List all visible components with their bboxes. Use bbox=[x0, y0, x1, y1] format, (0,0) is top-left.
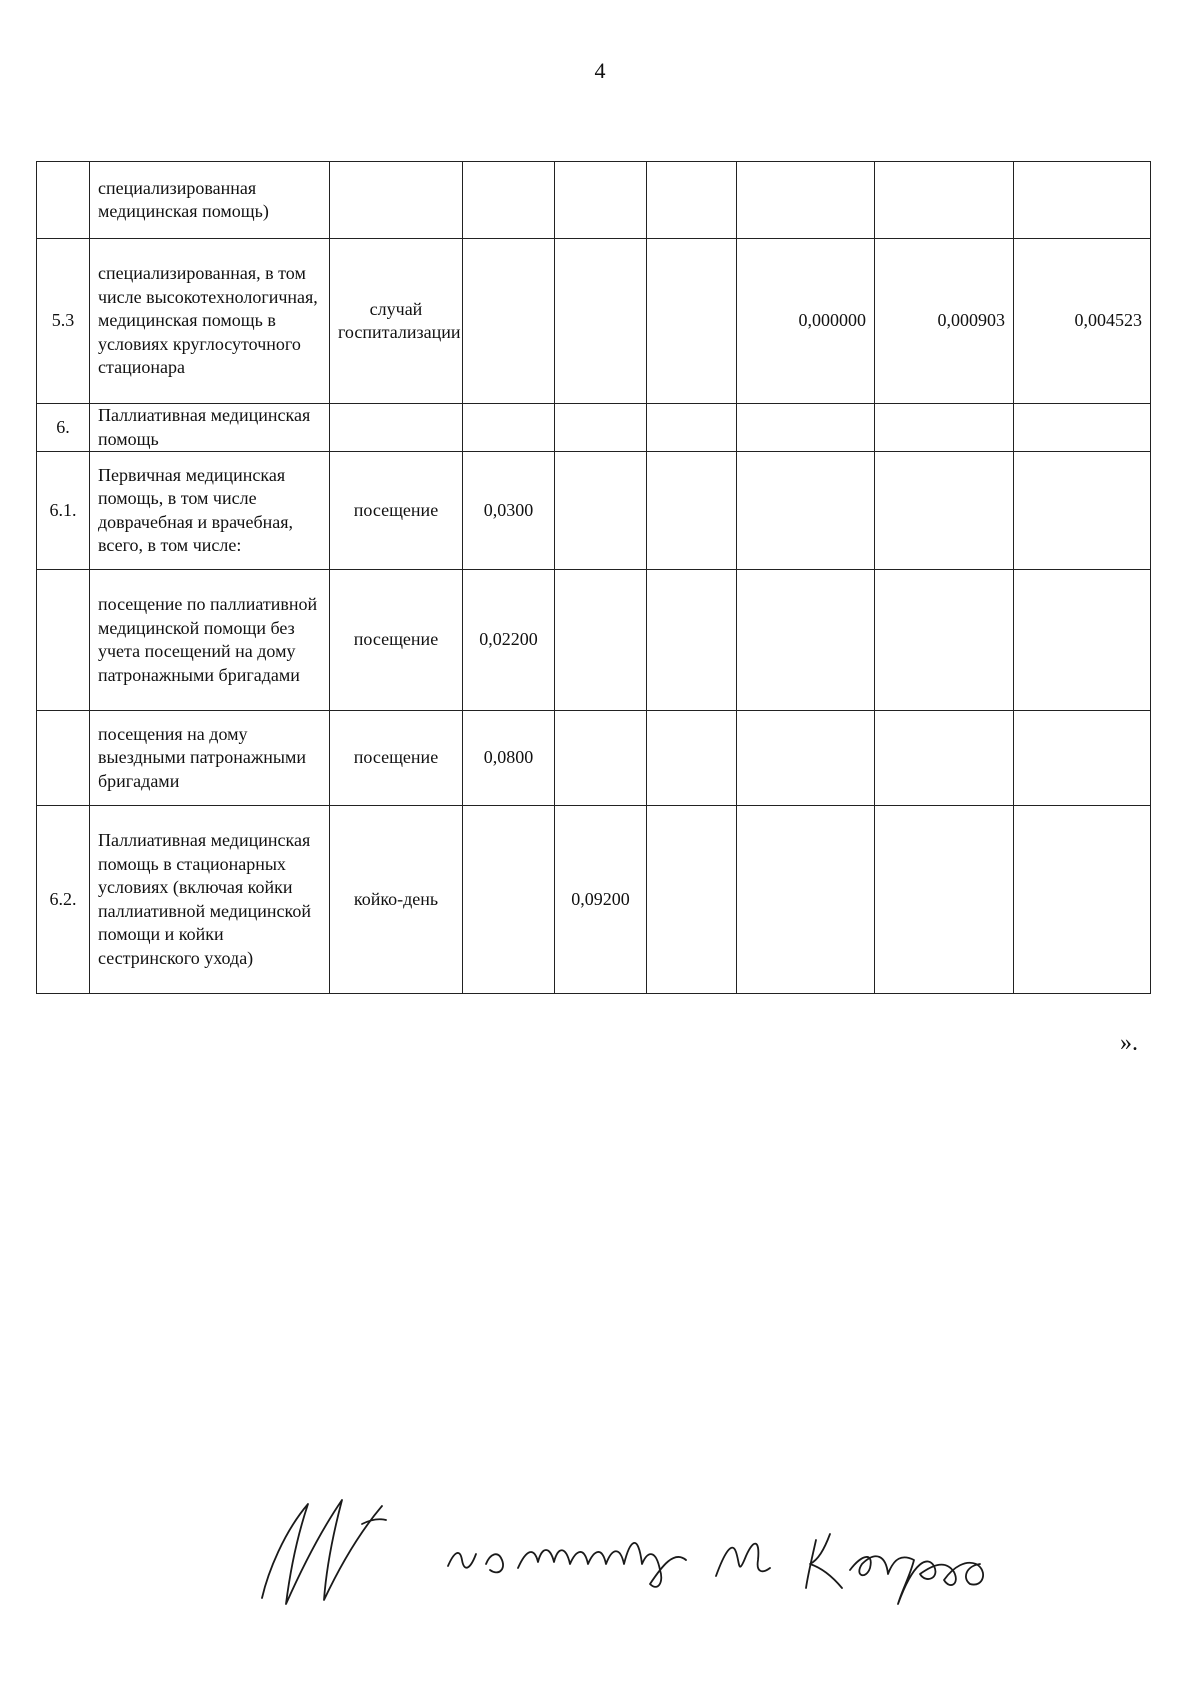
row-number: 6.2. bbox=[37, 806, 90, 994]
cell-col4 bbox=[463, 404, 555, 452]
cell-col9: 0,004523 bbox=[1014, 239, 1151, 404]
cell-col7 bbox=[737, 162, 875, 239]
cell-col9 bbox=[1014, 162, 1151, 239]
cell-col8 bbox=[875, 452, 1014, 570]
cell-col8 bbox=[875, 570, 1014, 711]
row-unit: посещение bbox=[330, 570, 463, 711]
table-row bbox=[37, 711, 1151, 806]
cell-col4 bbox=[463, 162, 555, 239]
closing-quote: ». bbox=[1120, 1030, 1138, 1056]
cell-col6 bbox=[647, 570, 737, 711]
row-name: Паллиативная медицинская помощь в стационарных условиях (включая койки паллиативной медицинской помощи и койки сестринского ухода) bbox=[90, 806, 330, 994]
row-unit: посещение bbox=[330, 452, 463, 570]
cell-col9 bbox=[1014, 711, 1151, 806]
table-row bbox=[37, 162, 1151, 239]
row-name: специализированная медицинская помощь) bbox=[90, 162, 330, 239]
cell-col7 bbox=[737, 452, 875, 570]
page-number: 4 bbox=[594, 58, 606, 83]
row-unit: койко-день bbox=[330, 806, 463, 994]
cell-col6 bbox=[647, 404, 737, 452]
row-name: Паллиативная медицинская помощь bbox=[90, 404, 330, 452]
cell-col5 bbox=[555, 239, 647, 404]
row-number bbox=[37, 711, 90, 806]
row-unit bbox=[330, 404, 463, 452]
cell-col9 bbox=[1014, 806, 1151, 994]
cell-col4 bbox=[463, 806, 555, 994]
cell-col7: 0,000000 bbox=[737, 239, 875, 404]
cell-col5 bbox=[555, 404, 647, 452]
table-row bbox=[37, 570, 1151, 711]
cell-col9 bbox=[1014, 452, 1151, 570]
cell-col5: 0,09200 bbox=[555, 806, 647, 994]
row-number: 5.3 bbox=[37, 239, 90, 404]
cell-col7 bbox=[737, 404, 875, 452]
table-row bbox=[37, 404, 1151, 452]
row-number: 6. bbox=[37, 404, 90, 452]
cell-col5 bbox=[555, 711, 647, 806]
row-unit: случай госпитализации bbox=[330, 239, 463, 404]
norms-table bbox=[36, 161, 1151, 994]
cell-col7 bbox=[737, 711, 875, 806]
cell-col6 bbox=[647, 806, 737, 994]
row-number: 6.1. bbox=[37, 452, 90, 570]
row-number bbox=[37, 570, 90, 711]
row-name: специализированная, в том числе высокотехнологичная, медицинская помощь в условиях круглосуточного стационара bbox=[90, 239, 330, 404]
cell-col8 bbox=[875, 404, 1014, 452]
table-row bbox=[37, 806, 1151, 994]
table-row bbox=[37, 239, 1151, 404]
row-unit: посещение bbox=[330, 711, 463, 806]
cell-col4: 0,02200 bbox=[463, 570, 555, 711]
cell-col6 bbox=[647, 239, 737, 404]
cell-col6 bbox=[647, 162, 737, 239]
row-name: посещения на дому выездными патронажными бригадами bbox=[90, 711, 330, 806]
row-name: Первичная медицинская помощь, в том числе доврачебная и врачебная, всего, в том числе: bbox=[90, 452, 330, 570]
cell-col6 bbox=[647, 452, 737, 570]
cell-col5 bbox=[555, 570, 647, 711]
cell-col4 bbox=[463, 239, 555, 404]
cell-col7 bbox=[737, 806, 875, 994]
cell-col8: 0,000903 bbox=[875, 239, 1014, 404]
cell-col5 bbox=[555, 162, 647, 239]
row-name: посещение по паллиативной медицинской помощи без учета посещений на дому патронажными бригадами bbox=[90, 570, 330, 711]
cell-col7 bbox=[737, 570, 875, 711]
cell-col4: 0,0300 bbox=[463, 452, 555, 570]
cell-col8 bbox=[875, 162, 1014, 239]
table-row bbox=[37, 452, 1151, 570]
handwritten-signature bbox=[250, 1480, 1010, 1620]
row-number bbox=[37, 162, 90, 239]
cell-col9 bbox=[1014, 404, 1151, 452]
cell-col9 bbox=[1014, 570, 1151, 711]
cell-col4: 0,0800 bbox=[463, 711, 555, 806]
cell-col5 bbox=[555, 452, 647, 570]
cell-col8 bbox=[875, 806, 1014, 994]
cell-col8 bbox=[875, 711, 1014, 806]
cell-col6 bbox=[647, 711, 737, 806]
row-unit bbox=[330, 162, 463, 239]
